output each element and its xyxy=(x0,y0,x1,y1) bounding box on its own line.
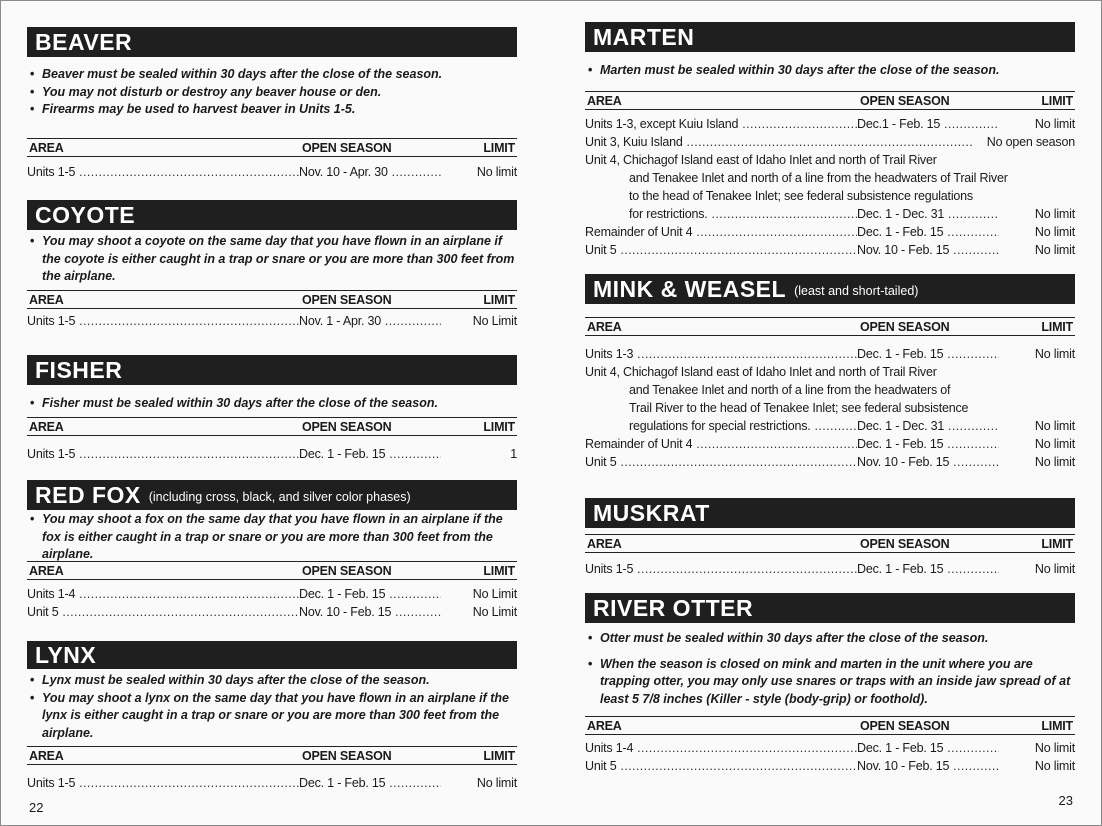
section-title-text: COYOTE xyxy=(35,202,136,228)
section-title xyxy=(585,274,1075,304)
row-area: Units 1-5 ..... xyxy=(585,560,857,578)
column-limit: LIMIT xyxy=(483,419,515,434)
notes-list xyxy=(27,66,517,119)
column-limit: LIMIT xyxy=(1041,320,1073,334)
note: • Fisher must be sealed within 30 days after the close of the season. xyxy=(27,395,517,413)
section-title xyxy=(27,355,517,385)
row-limit: No Limit xyxy=(472,604,517,619)
row-limit: No limit xyxy=(1034,562,1075,576)
section-subtitle: (least and short-tailed) xyxy=(794,284,919,298)
table-row xyxy=(585,223,1075,241)
row-limit: No limit xyxy=(1034,116,1075,131)
table-row xyxy=(27,603,517,621)
row-area-line: Unit 4, Chichagof Island east of Idaho Inlet and north of Trail River xyxy=(585,365,937,379)
column-limit: LIMIT xyxy=(1041,719,1073,733)
row-area: Remainder of Unit 4 ..... xyxy=(585,435,857,453)
row-limit: No limit xyxy=(1034,455,1075,469)
notes-list xyxy=(585,62,1075,80)
section-title-text: LYNX xyxy=(35,642,97,668)
row-season: Dec. 1 - Feb. 15 ..... xyxy=(857,345,999,363)
lynx-section xyxy=(27,641,517,792)
section-title xyxy=(27,200,517,230)
row-season: Nov. 10 - Feb. 15 ..... xyxy=(857,757,999,775)
row-area: Units 1-5 ..... xyxy=(27,774,299,792)
column-limit: LIMIT xyxy=(1041,93,1073,108)
column-limit: LIMIT xyxy=(483,563,515,578)
row-limit: No limit xyxy=(476,164,517,179)
section-title-text: MARTEN xyxy=(593,24,695,50)
row-area: for restrictions. ..... xyxy=(629,205,857,223)
section-title-text: BEAVER xyxy=(35,29,133,55)
marten-section xyxy=(585,22,1075,259)
row-limit: No limit xyxy=(476,776,517,790)
row-area: Units 1-5 ..... xyxy=(27,312,299,330)
table-row xyxy=(585,453,1075,471)
row-limit: No open season xyxy=(986,134,1075,149)
section-title-text: RIVER OTTER xyxy=(593,595,754,621)
row-area: Units 1-4 ..... xyxy=(585,739,857,757)
notes-list xyxy=(27,511,517,564)
row-area-line: Unit 4, Chichagof Island east of Idaho Inlet and north of Trail River xyxy=(585,152,937,167)
section-title-text: MUSKRAT xyxy=(593,500,710,526)
row-season: Nov. 10 - Apr. 30 ..... xyxy=(299,163,441,181)
table-header xyxy=(585,534,1075,553)
section-title-text: MINK & WEASEL xyxy=(593,276,787,302)
row-season: Nov. 10 - Feb. 15 ..... xyxy=(857,241,999,259)
section-title-text: FISHER xyxy=(35,357,123,383)
column-area: AREA xyxy=(29,292,64,307)
row-area-line: and Tenakee Inlet and north of a line from the headwaters of xyxy=(629,383,951,397)
table-header xyxy=(27,417,517,436)
table-row xyxy=(585,241,1075,259)
row-limit: No limit xyxy=(1034,242,1075,257)
table-row xyxy=(585,115,1075,133)
table-row xyxy=(585,205,1075,223)
column-open-season: OPEN SEASON xyxy=(302,419,392,434)
section-title xyxy=(27,480,517,510)
note: • You may not disturb or destroy any beaver house or den. xyxy=(27,84,517,102)
column-area: AREA xyxy=(29,140,64,155)
column-area: AREA xyxy=(587,537,622,551)
row-season: Dec. 1 - Feb. 15 ..... xyxy=(299,774,441,792)
column-area: AREA xyxy=(587,93,622,108)
table-row xyxy=(585,560,1075,578)
row-area: Unit 5 ..... xyxy=(585,241,857,259)
row-area: Units 1-3, except Kuiu Island ..... xyxy=(585,115,857,133)
column-open-season: OPEN SEASON xyxy=(302,140,392,155)
coyote-section xyxy=(27,200,517,330)
row-limit: No limit xyxy=(1034,224,1075,239)
row-limit: No limit xyxy=(1034,759,1075,773)
note: • When the season is closed on mink and marten in the unit where you are trapping otter, you may only use snares or traps with an inside jaw spread of at least 5 7/8 inches (Killer - style (body-grip) or foothold). xyxy=(585,656,1075,709)
column-area: AREA xyxy=(587,320,622,334)
section-title xyxy=(585,22,1075,52)
row-area: Units 1-3 ..... xyxy=(585,345,857,363)
row-limit: 1 xyxy=(510,446,517,461)
row-limit: No limit xyxy=(1034,741,1075,755)
row-season: Dec. 1 - Feb. 15 ..... xyxy=(299,445,441,463)
row-area: Unit 5 ..... xyxy=(585,757,857,775)
row-area: Unit 5 ..... xyxy=(585,453,857,471)
column-limit: LIMIT xyxy=(483,292,515,307)
table-row-multiline xyxy=(585,363,1075,417)
beaver-section xyxy=(27,27,517,181)
section-title xyxy=(585,593,1075,623)
row-season: Dec. 1 - Feb. 15 ..... xyxy=(857,435,999,453)
page-number: 22 xyxy=(29,800,44,815)
table-row xyxy=(27,163,517,181)
table-row xyxy=(585,435,1075,453)
section-title-text: RED FOX xyxy=(35,482,141,508)
column-open-season: OPEN SEASON xyxy=(860,719,950,733)
column-limit: LIMIT xyxy=(1041,537,1073,551)
column-open-season: OPEN SEASON xyxy=(860,93,950,108)
row-area-line: to the head of Tenakee Inlet; see federal subsistence regulations xyxy=(629,188,973,203)
notes-list xyxy=(585,630,1075,708)
section-title xyxy=(27,27,517,57)
table-row xyxy=(585,133,1075,151)
table-row xyxy=(585,345,1075,363)
note: • You may shoot a fox on the same day that you have flown in an airplane if the fox is either caught in a trap or snare or you are more than 300 feet from the airplane. xyxy=(27,511,517,564)
column-limit: LIMIT xyxy=(483,140,515,155)
row-season: Nov. 10 - Feb. 15 ..... xyxy=(299,603,441,621)
row-season: Nov. 10 - Feb. 15 ..... xyxy=(857,453,999,471)
row-limit: No limit xyxy=(1034,347,1075,361)
column-open-season: OPEN SEASON xyxy=(302,563,392,578)
row-season: Dec. 1 - Feb. 15 ..... xyxy=(299,585,441,603)
table-row xyxy=(27,585,517,603)
column-area: AREA xyxy=(29,563,64,578)
note: • Otter must be sealed within 30 days after the close of the season. xyxy=(585,630,1075,648)
row-limit: No limit xyxy=(1034,206,1075,221)
table-header xyxy=(585,91,1075,110)
column-open-season: OPEN SEASON xyxy=(302,292,392,307)
note: • You may shoot a coyote on the same day that you have flown in an airplane if the coyote is either caught in a trap or snare or you are more than 300 feet from the airplane. xyxy=(27,233,517,286)
row-season: Dec. 1 - Feb. 15 ..... xyxy=(857,739,999,757)
note: • Firearms may be used to harvest beaver in Units 1-5. xyxy=(27,101,517,119)
column-area: AREA xyxy=(29,419,64,434)
table-row xyxy=(585,417,1075,435)
notes-list xyxy=(27,395,517,413)
section-title xyxy=(27,641,517,669)
notes-list xyxy=(27,672,517,742)
table-header xyxy=(27,138,517,157)
row-area: Units 1-4 ..... xyxy=(27,585,299,603)
mink-weasel-section xyxy=(585,274,1075,471)
table-row xyxy=(585,739,1075,757)
row-area: Remainder of Unit 4 ..... xyxy=(585,223,857,241)
table-header xyxy=(585,317,1075,336)
row-limit: No limit xyxy=(1034,437,1075,451)
note: • Marten must be sealed within 30 days after the close of the season. xyxy=(585,62,1075,80)
table-row-multiline xyxy=(585,151,1075,205)
table-header xyxy=(27,746,517,765)
column-open-season: OPEN SEASON xyxy=(860,320,950,334)
section-subtitle: (including cross, black, and silver color phases) xyxy=(148,490,411,504)
row-season: Dec. 1 - Dec. 31 ..... xyxy=(857,205,999,223)
table-header xyxy=(27,290,517,309)
table-row xyxy=(27,774,517,792)
column-limit: LIMIT xyxy=(483,749,515,763)
row-area: Unit 5 ..... xyxy=(27,603,299,621)
row-area: regulations for special restrictions. ..... xyxy=(629,417,857,435)
row-season: Dec. 1 - Feb. 15 ..... xyxy=(857,560,999,578)
row-season: Dec. 1 - Dec. 31 ..... xyxy=(857,417,999,435)
column-area: AREA xyxy=(587,719,622,733)
row-season: Dec. 1 - Feb. 15 ..... xyxy=(857,223,999,241)
table-row xyxy=(27,445,517,463)
row-area: Units 1-5 ..... xyxy=(27,163,299,181)
column-area: AREA xyxy=(29,749,64,763)
row-area-line: Trail River to the head of Tenakee Inlet; see federal subsistence xyxy=(629,401,969,415)
row-area: Unit 3, Kuiu Island ..... xyxy=(585,133,973,151)
table-header xyxy=(585,716,1075,735)
river-otter-section xyxy=(585,593,1075,775)
table-row xyxy=(27,312,517,330)
row-season: Dec.1 - Feb. 15 ..... xyxy=(857,115,999,133)
section-title xyxy=(585,498,1075,528)
row-season: Nov. 1 - Apr. 30 ..... xyxy=(299,312,441,330)
column-open-season: OPEN SEASON xyxy=(860,537,950,551)
note: • Beaver must be sealed within 30 days after the close of the season. xyxy=(27,66,517,84)
row-limit: No limit xyxy=(1034,419,1075,433)
row-limit: No Limit xyxy=(472,313,517,328)
note: • Lynx must be sealed within 30 days after the close of the season. xyxy=(27,672,517,690)
red-fox-section xyxy=(27,480,517,621)
note: • You may shoot a lynx on the same day that you have flown in an airplane if the lynx is either caught in a trap or snare or you are more than 300 feet from the airplane. xyxy=(27,690,517,743)
fisher-section xyxy=(27,355,517,463)
row-area: Units 1-5 ..... xyxy=(27,445,299,463)
notes-list xyxy=(27,233,517,286)
muskrat-section xyxy=(585,498,1075,578)
table-row xyxy=(585,757,1075,775)
page-number: 23 xyxy=(1058,793,1073,808)
row-area-line: and Tenakee Inlet and north of a line from the headwaters of Trail River xyxy=(629,170,1008,185)
row-limit: No Limit xyxy=(472,586,517,601)
column-open-season: OPEN SEASON xyxy=(302,749,392,763)
